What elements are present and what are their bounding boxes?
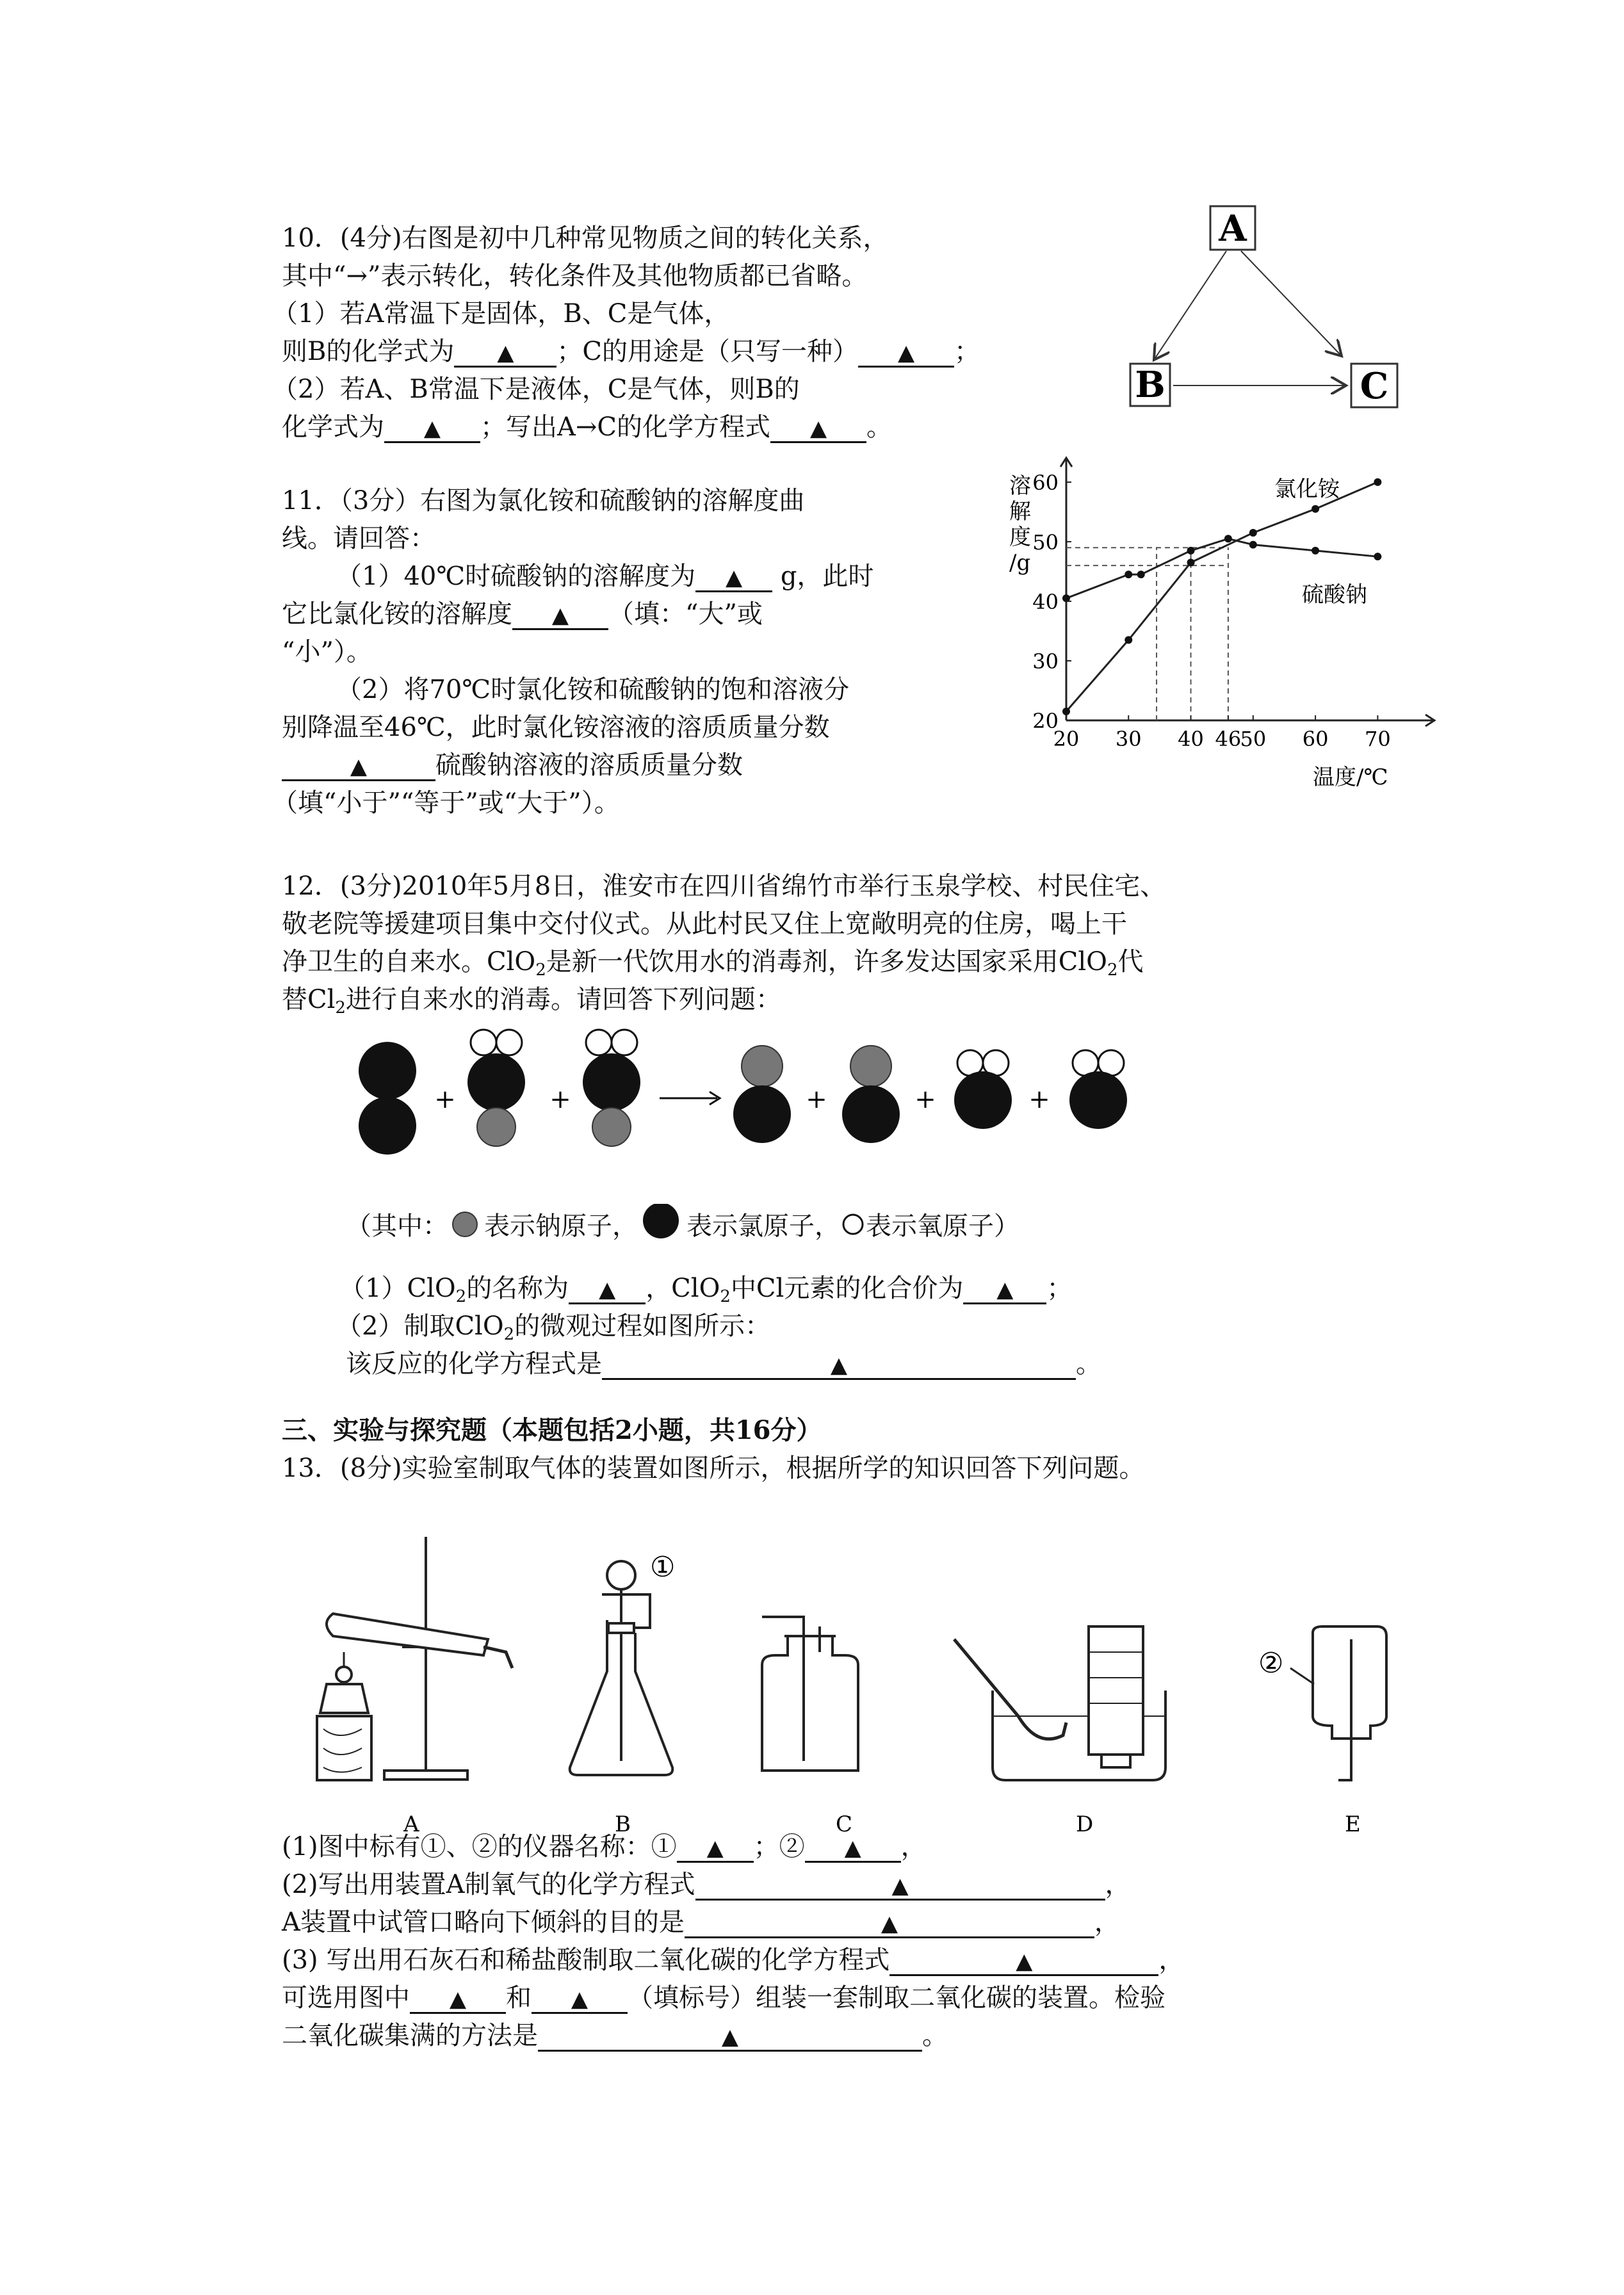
answer-blank[interactable]: ▲ bbox=[770, 412, 866, 443]
point-nh4cl bbox=[1311, 505, 1319, 513]
na-legend-icon bbox=[448, 1210, 484, 1236]
plus-sign: + bbox=[549, 1085, 571, 1114]
q10-text: ； bbox=[954, 337, 980, 366]
q12-line1: 12．(3分)2010年5月8日，淮安市在四川省绵竹市举行玉泉学校、村民住宅、 bbox=[282, 872, 1166, 901]
q12-text: 中Cl元素的化合价为 bbox=[730, 1274, 964, 1303]
o-atom bbox=[471, 1030, 496, 1055]
arrow-a-c bbox=[1241, 251, 1342, 356]
label-b: B bbox=[1135, 364, 1165, 406]
answer-blank[interactable]: ▲ bbox=[602, 1349, 1076, 1380]
x-tick-label: 60 bbox=[1302, 727, 1329, 751]
q10-line2: 其中“→”表示转化，转化条件及其他物质都已省略。 bbox=[282, 261, 868, 291]
point-na2so4 bbox=[1311, 547, 1319, 555]
q13-text: 。 bbox=[922, 2021, 948, 2050]
point-nh4cl bbox=[1062, 708, 1070, 715]
y-axis-label: 溶 bbox=[1009, 473, 1031, 499]
q13-text: ， bbox=[1094, 1908, 1120, 1937]
legend-text: 表示钠原子， bbox=[484, 1212, 638, 1241]
chart-ticks bbox=[1032, 471, 1390, 751]
q13-answer1 bbox=[282, 1831, 927, 1863]
cl-atom bbox=[954, 1071, 1012, 1129]
answer-blank[interactable]: ▲ bbox=[685, 1907, 1094, 1938]
o-atom bbox=[496, 1030, 522, 1055]
q13-text: (1)图中标有①、②的仪器名称：① bbox=[282, 1832, 677, 1861]
point-na2so4 bbox=[1374, 553, 1381, 560]
point-na2so4 bbox=[1224, 535, 1232, 542]
answer-blank[interactable]: ▲ bbox=[384, 412, 480, 443]
label-a: A bbox=[1219, 207, 1247, 250]
q12-answer2 bbox=[336, 1311, 770, 1350]
label-c: C bbox=[1360, 365, 1389, 407]
q13-answer2 bbox=[282, 1869, 1131, 1901]
q13-text: (3) 写出用石灰石和稀盐酸制取二氧化碳的化学方程式 bbox=[282, 1945, 890, 1975]
q10-text: 化学式为 bbox=[282, 412, 384, 442]
label-apparatus-d: D bbox=[1076, 1812, 1094, 1837]
mark-2: ② bbox=[1258, 1647, 1284, 1680]
legend-text: 表示氧原子） bbox=[866, 1212, 1019, 1241]
point-nh4cl bbox=[1374, 478, 1381, 486]
q13-text: 可选用图中 bbox=[282, 1983, 410, 2013]
q12-text: 的微观过程如图所示： bbox=[514, 1311, 771, 1341]
plus-sign: + bbox=[806, 1085, 827, 1114]
answer-blank[interactable]: ▲ bbox=[858, 336, 954, 368]
y-tick-label: 20 bbox=[1032, 709, 1059, 733]
q10-line5: （2）若A、B常温下是液体，C是气体，则B的 bbox=[272, 375, 800, 404]
q13-text: A装置中试管口略向下倾斜的目的是 bbox=[282, 1908, 685, 1937]
section-heading: 三、实验与探究题（本题包括2小题，共16分） bbox=[282, 1415, 822, 1445]
q11-line5: “小”）。 bbox=[282, 637, 372, 667]
label-apparatus-c: C bbox=[836, 1812, 853, 1837]
y-axis-label: 解 bbox=[1009, 499, 1031, 524]
q11-text: 硫酸钠溶液的溶质质量分数 bbox=[435, 750, 743, 780]
q10-text: 则B的化学式为 bbox=[282, 337, 455, 366]
q13-text: (2)写出用装置A制氧气的化学方程式 bbox=[282, 1870, 695, 1899]
q11-line7: 别降温至46℃，此时氯化铵溶液的溶质质量分数 bbox=[282, 713, 830, 742]
chart-axes bbox=[1060, 458, 1434, 726]
q12-text: （1）ClO bbox=[339, 1274, 456, 1303]
answer-blank[interactable]: ▲ bbox=[889, 1945, 1158, 1976]
series-label-na2so4: 硫酸钠 bbox=[1302, 582, 1367, 608]
x-tick-label: 40 bbox=[1178, 727, 1204, 751]
y-axis-label: 度 bbox=[1009, 524, 1031, 550]
q13-answer5 bbox=[282, 1983, 1165, 2014]
label-apparatus-a: A bbox=[403, 1812, 419, 1837]
q11-text: （1）40℃时硫酸钠的溶解度为 bbox=[336, 562, 696, 591]
answer-blank[interactable]: ▲ bbox=[454, 336, 556, 368]
q11-line8 bbox=[282, 750, 743, 781]
subscript: 2 bbox=[720, 1287, 731, 1306]
q12-text: 该反应的化学方程式是 bbox=[346, 1349, 602, 1379]
cl-atom bbox=[467, 1053, 525, 1111]
answer-blank[interactable]: ▲ bbox=[695, 561, 772, 592]
answer-blank[interactable]: ▲ bbox=[677, 1831, 754, 1863]
q11-line3 bbox=[336, 561, 873, 592]
q11-text: g，此时 bbox=[780, 562, 874, 591]
cl-legend-icon bbox=[638, 1204, 686, 1232]
answer-blank[interactable]: ▲ bbox=[512, 599, 608, 630]
subscript: 2 bbox=[335, 998, 346, 1018]
series-label-nh4cl: 氯化铵 bbox=[1274, 476, 1340, 502]
q12-text: ； bbox=[1046, 1274, 1073, 1303]
y-tick-label: 60 bbox=[1032, 470, 1059, 495]
x-tick-label: 30 bbox=[1115, 727, 1142, 751]
subscript: 2 bbox=[503, 1325, 515, 1344]
q12-text: （2）制取ClO bbox=[336, 1311, 504, 1341]
q10-line1: 10．(4分)右图是初中几种常见物质之间的转化关系， bbox=[282, 223, 889, 253]
apparatus-c bbox=[762, 1617, 858, 1771]
answer-blank[interactable]: ▲ bbox=[410, 1983, 506, 2014]
q12-line3 bbox=[282, 946, 1144, 985]
point-na2so4 bbox=[1137, 571, 1145, 578]
q11-line2: 线。请回答： bbox=[282, 524, 435, 553]
answer-blank[interactable]: ▲ bbox=[695, 1869, 1105, 1901]
q11-line6: （2）将70℃时氯化铵和硫酸钠的饱和溶液分 bbox=[336, 675, 850, 704]
apparatus-d bbox=[954, 1626, 1165, 1780]
y-tick-label: 40 bbox=[1032, 589, 1059, 614]
q13-line1: 13．(8分)实验室制取气体的装置如图所示，根据所学的知识回答下列问题。 bbox=[282, 1454, 1145, 1483]
q12-text: 进行自来水的消毒。请回答下列问题： bbox=[345, 985, 781, 1014]
na-atom bbox=[850, 1046, 891, 1087]
apparatus-a bbox=[317, 1537, 512, 1780]
chart-guides bbox=[1066, 547, 1228, 720]
q12-text: 。 bbox=[1076, 1349, 1101, 1379]
point-na2so4 bbox=[1125, 571, 1132, 578]
x-tick-label: 50 bbox=[1240, 727, 1267, 751]
x-tick-label: 70 bbox=[1365, 727, 1391, 751]
na-atom bbox=[592, 1108, 631, 1146]
y-tick-label: 50 bbox=[1032, 530, 1059, 555]
q11-text: 它比氯化铵的溶解度 bbox=[282, 599, 512, 629]
q10-text: ；C的用途是（只写一种） bbox=[556, 337, 859, 366]
q12-text: ，ClO bbox=[646, 1274, 720, 1303]
cl-atom bbox=[359, 1097, 416, 1155]
answer-blank[interactable]: ▲ bbox=[532, 1983, 628, 2014]
q12-text: 的名称为 bbox=[466, 1274, 569, 1303]
apparatus-figure bbox=[301, 1524, 1441, 1844]
x-tick-label: 46 bbox=[1215, 727, 1242, 751]
reaction-diagram bbox=[346, 1018, 1178, 1165]
q13-text: ， bbox=[900, 1832, 927, 1861]
q12-answer3 bbox=[346, 1349, 1101, 1380]
cl-atom bbox=[733, 1085, 791, 1143]
answer-blank[interactable]: ▲ bbox=[805, 1831, 901, 1863]
q11-line1: 11．（3分）右图为氯化铵和硫酸钠的溶解度曲 bbox=[282, 486, 805, 515]
q12-answer1 bbox=[339, 1273, 1072, 1312]
q13-answer6 bbox=[282, 2020, 948, 2052]
q13-text: ；② bbox=[753, 1832, 805, 1861]
answer-blank[interactable]: ▲ bbox=[282, 750, 435, 781]
q10-line4 bbox=[282, 336, 980, 368]
q12-text: 替Cl bbox=[282, 985, 336, 1014]
subscript: 2 bbox=[535, 961, 546, 980]
q12-line4 bbox=[282, 984, 781, 1023]
q11-text: （填：“大”或 bbox=[608, 599, 763, 629]
atom-legend bbox=[346, 1204, 1019, 1242]
q13-text: ， bbox=[1105, 1870, 1131, 1899]
q13-text: 二氧化碳集满的方法是 bbox=[282, 2021, 538, 2050]
q12-line2: 敬老院等援建项目集中交付仪式。从此村民又住上宽敞明亮的住房，喝上干 bbox=[282, 909, 1127, 939]
q12-text: 净卫生的自来水。ClO bbox=[282, 947, 536, 977]
arrow-a-b bbox=[1154, 251, 1226, 360]
apparatus-e bbox=[1313, 1626, 1386, 1780]
label-apparatus-e: E bbox=[1345, 1812, 1361, 1837]
answer-blank[interactable]: ▲ bbox=[569, 1273, 646, 1304]
q13-text: （填标号）组装一套制取二氧化碳的装置。检验 bbox=[628, 1983, 1165, 2013]
y-tick-label: 30 bbox=[1032, 649, 1059, 674]
q10-line6 bbox=[282, 412, 892, 443]
q13-answer3 bbox=[282, 1907, 1120, 1938]
apparatus-b bbox=[570, 1561, 673, 1775]
mark-1: ① bbox=[650, 1551, 676, 1584]
plus-sign: + bbox=[914, 1085, 936, 1114]
cl-atom bbox=[583, 1053, 640, 1111]
subscript: 2 bbox=[455, 1287, 467, 1306]
x-axis-label: 温度/℃ bbox=[1313, 765, 1388, 790]
o-legend-icon bbox=[840, 1212, 866, 1237]
o-atom bbox=[612, 1030, 637, 1055]
na-atom bbox=[477, 1108, 516, 1146]
q13-text: 和 bbox=[506, 1983, 532, 2013]
cl-atom bbox=[359, 1042, 416, 1099]
point-nh4cl bbox=[1249, 529, 1257, 537]
point-na2so4 bbox=[1187, 547, 1195, 555]
q12-text: 是新一代饮用水的消毒剂，许多发达国家采用ClO bbox=[546, 947, 1107, 977]
legend-text: （其中： bbox=[346, 1212, 448, 1241]
x-tick-label: 20 bbox=[1053, 727, 1080, 751]
plus-sign: + bbox=[1028, 1085, 1050, 1114]
legend-text: 表示氯原子， bbox=[686, 1212, 840, 1241]
o-atom bbox=[586, 1030, 612, 1055]
subscript: 2 bbox=[1107, 961, 1118, 980]
plus-sign: + bbox=[434, 1085, 456, 1114]
q10-line3: （1）若A常温下是固体，B、C是气体， bbox=[272, 299, 730, 328]
point-nh4cl bbox=[1187, 558, 1195, 566]
q11-line4 bbox=[282, 599, 763, 630]
label-apparatus-b: B bbox=[615, 1812, 631, 1837]
conversion-diagram bbox=[1114, 199, 1434, 416]
cl-atom bbox=[842, 1085, 900, 1143]
cl-atom bbox=[1069, 1071, 1127, 1129]
point-nh4cl bbox=[1125, 636, 1132, 644]
q11-line9: （填“小于”“等于”或“大于”）。 bbox=[272, 788, 620, 818]
q13-answer4 bbox=[282, 1945, 1184, 1976]
y-axis-label: /g bbox=[1009, 550, 1031, 576]
solubility-chart bbox=[993, 448, 1460, 807]
q10-text: 。 bbox=[866, 412, 893, 442]
q10-text: ；写出A→C的化学方程式 bbox=[480, 412, 771, 442]
point-na2so4 bbox=[1249, 541, 1257, 549]
q12-text: 代 bbox=[1117, 947, 1144, 977]
na-atom bbox=[742, 1046, 783, 1087]
answer-blank[interactable]: ▲ bbox=[963, 1273, 1046, 1304]
q13-text: ， bbox=[1158, 1945, 1185, 1975]
answer-blank[interactable]: ▲ bbox=[538, 2020, 922, 2052]
